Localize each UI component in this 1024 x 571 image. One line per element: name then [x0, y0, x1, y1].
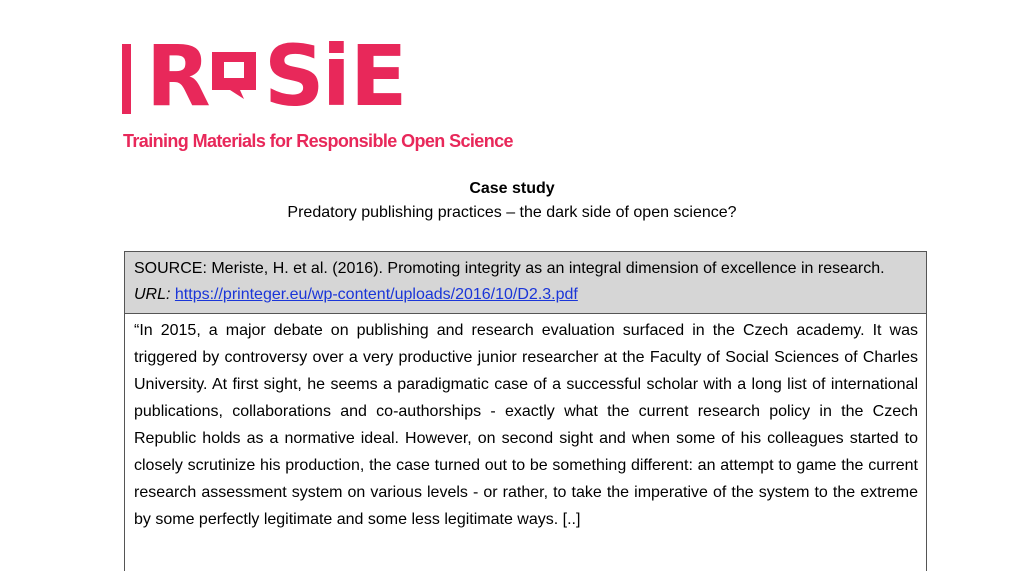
url-label: URL: [134, 286, 171, 303]
source-text: SOURCE: Meriste, H. et al. (2016). Promoting integrity as an integral dimension of excellence in research. [134, 260, 885, 277]
logo-letter-e: E [350, 27, 406, 125]
logo-letter-r: R [146, 27, 209, 125]
logo-letter-i: i [322, 27, 349, 125]
case-study-box [124, 251, 927, 571]
rosie-logo [122, 27, 422, 125]
logo-letter-s: S [264, 27, 323, 125]
speech-bubble-icon [210, 50, 258, 100]
tagline: Training Materials for Responsible Open Science [123, 131, 513, 151]
quote-text: “In 2015, a major debate on publishing and research evaluation surfaced in the Czech academy. It was triggered by controversy over a very productive junior researcher at the Faculty of Social Sciences of Charles University. At first sight, he seems a paradigmatic case of a successful scholar with a long list of international publications, collaborations and co-authorships - exactly what the current research policy in the Czech Republic holds as a normative ideal. However, on second sight and when some of his colleagues started to closely scrutinize his production, the case turned out to be something different: an attempt to game the current research assessment system on various levels - or rather, to take the imperative of the system to the extreme by some perfectly legitimate and some less legitimate ways. [..] [134, 322, 918, 528]
page-subtitle: Predatory publishing practices – the dark side of open science? [287, 204, 737, 221]
source-link[interactable]: https://printeger.eu/wp-content/uploads/2016/10/D2.3.pdf [174, 286, 578, 303]
logo-bar [122, 44, 131, 114]
source-row [125, 252, 926, 314]
page-title: Case study [469, 180, 555, 197]
